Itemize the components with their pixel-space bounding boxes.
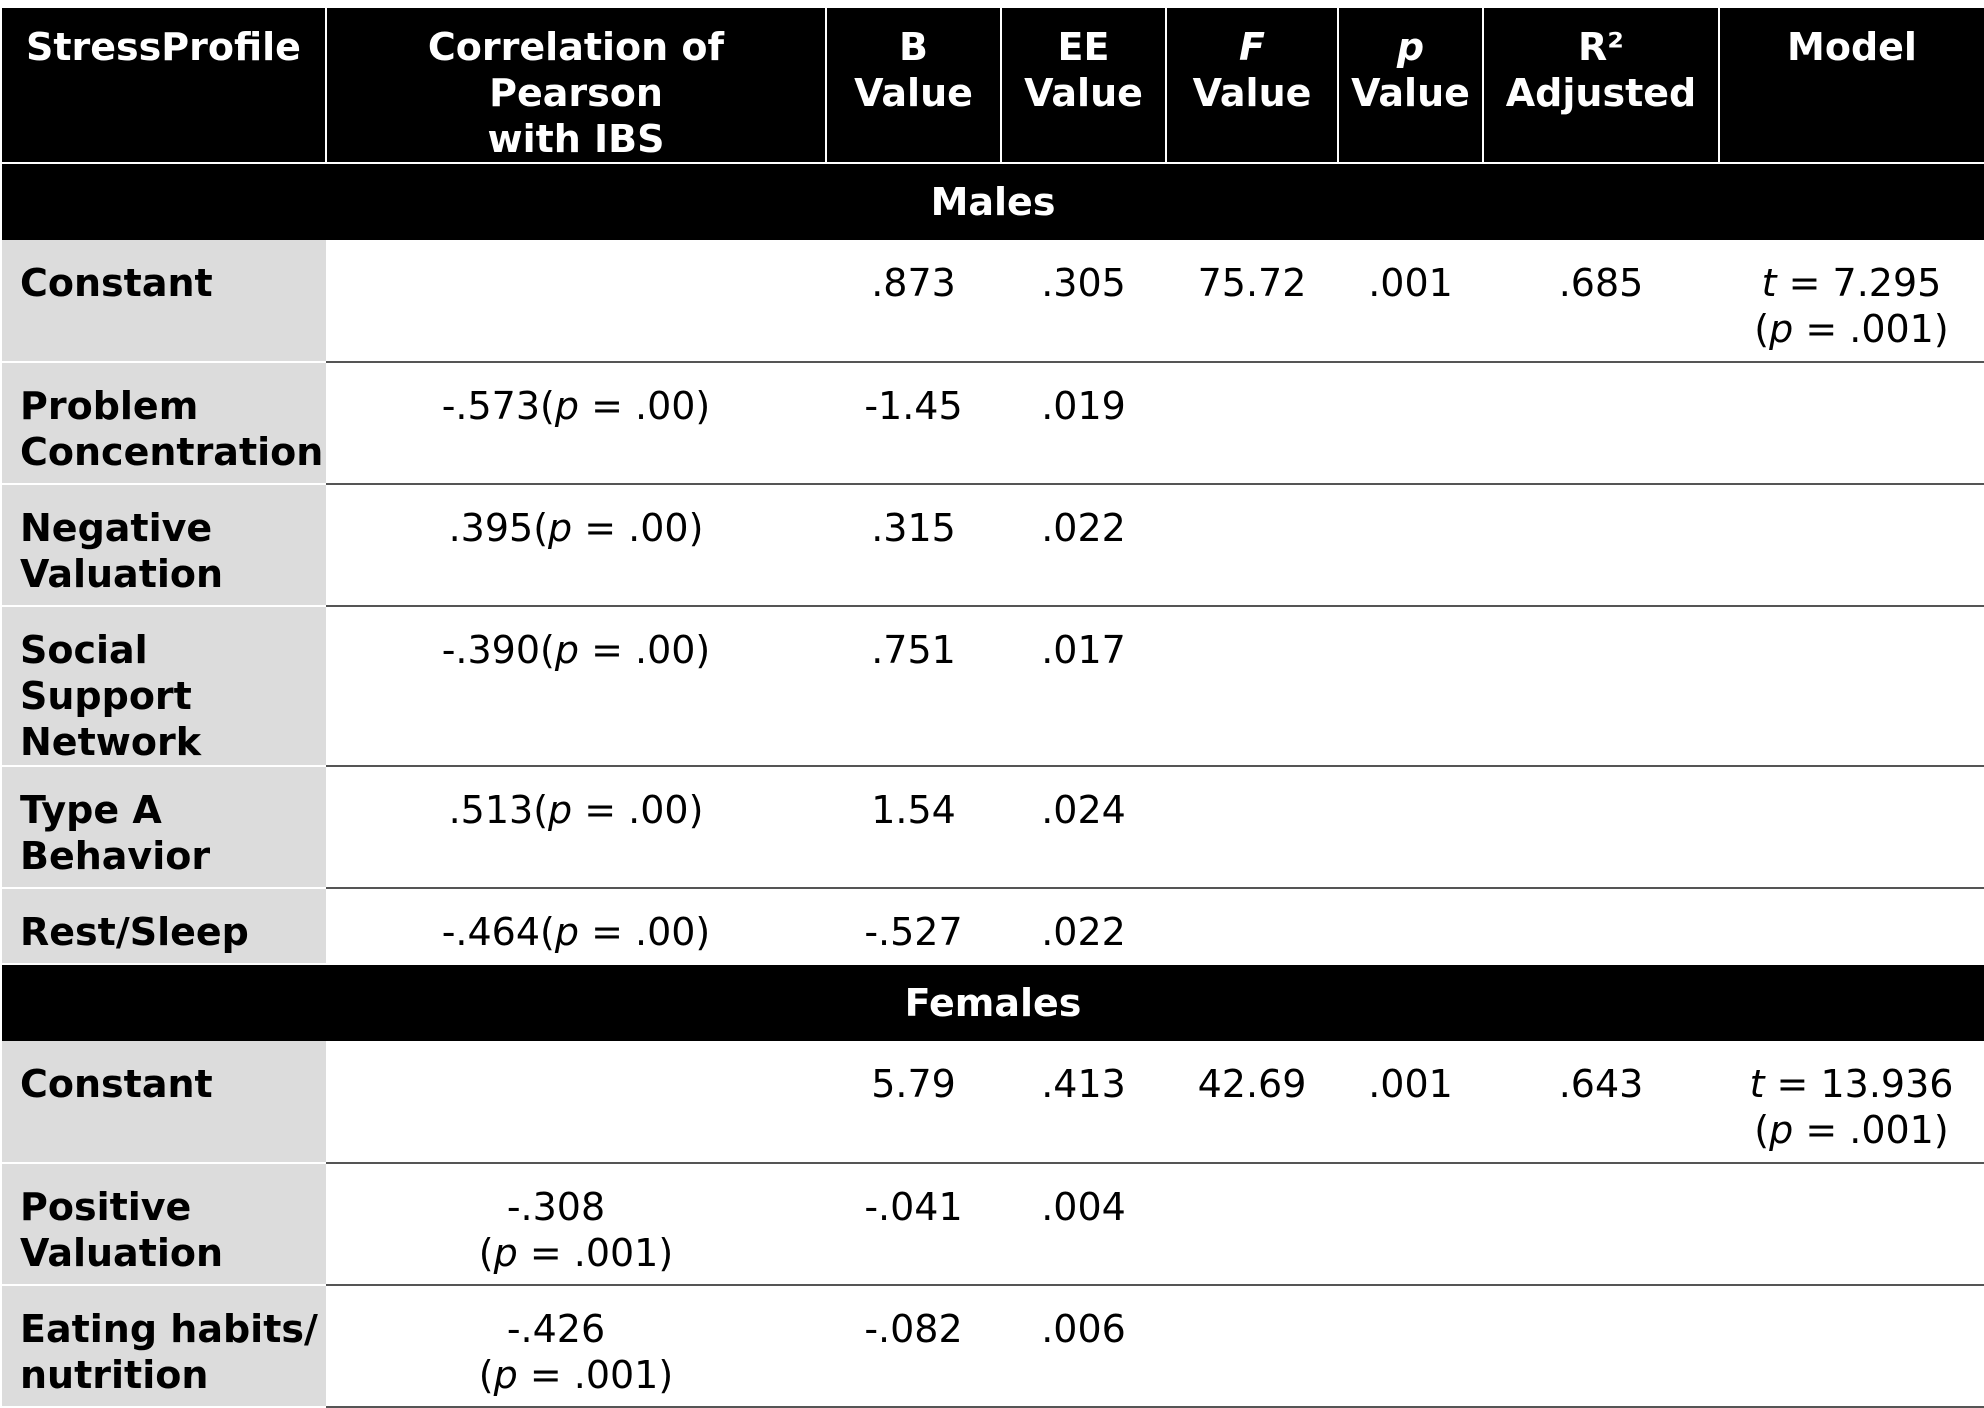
table-row bbox=[2, 362, 1984, 484]
header-stress-profile: StressProfile bbox=[2, 8, 326, 163]
row-label: Positive Valuation bbox=[2, 1163, 326, 1285]
header-r2-adjusted: R² Adjusted bbox=[1483, 8, 1719, 163]
table-row bbox=[2, 1163, 1984, 1285]
cell-ee: .022 bbox=[1001, 484, 1166, 606]
cell-ee: .413 bbox=[1001, 1041, 1166, 1163]
table-row bbox=[2, 888, 1984, 964]
cell-corr bbox=[326, 1041, 826, 1163]
header-model: Model bbox=[1719, 8, 1984, 163]
header-b-value: B Value bbox=[826, 8, 1001, 163]
cell-p: .001 bbox=[1338, 1041, 1483, 1163]
header-p-value: p Value bbox=[1338, 8, 1483, 163]
cell-ee: .024 bbox=[1001, 766, 1166, 888]
table-row bbox=[2, 240, 1984, 362]
section-title: Females bbox=[2, 964, 1984, 1041]
cell-corr bbox=[326, 240, 826, 362]
row-label: Problem Concentration bbox=[2, 362, 326, 484]
header-f-value: F Value bbox=[1166, 8, 1338, 163]
header-pearson: Correlation of Pearson with IBS bbox=[326, 8, 826, 163]
section-females bbox=[2, 964, 1984, 1041]
cell-b: .751 bbox=[826, 606, 1001, 766]
cell-model: t = 13.936 (p = .001) bbox=[1719, 1041, 1984, 1163]
cell-ee: .006 bbox=[1001, 1285, 1166, 1407]
cell-f: 42.69 bbox=[1166, 1041, 1338, 1163]
table-row bbox=[2, 766, 1984, 888]
cell-model: t = 7.295 (p = .001) bbox=[1719, 240, 1984, 362]
cell-b: -1.45 bbox=[826, 362, 1001, 484]
cell-corr: -.308 (p = .001) bbox=[326, 1163, 826, 1285]
cell-r2: .643 bbox=[1483, 1041, 1719, 1163]
cell-ee: .017 bbox=[1001, 606, 1166, 766]
cell-b: -.041 bbox=[826, 1163, 1001, 1285]
row-label: Type A Behavior bbox=[2, 766, 326, 888]
cell-f: 75.72 bbox=[1166, 240, 1338, 362]
row-label: Constant bbox=[2, 1041, 326, 1163]
table-row bbox=[2, 1285, 1984, 1407]
cell-ee: .004 bbox=[1001, 1163, 1166, 1285]
cell-r2: .685 bbox=[1483, 240, 1719, 362]
row-label: Eating habits/ nutrition bbox=[2, 1285, 326, 1407]
cell-b: 1.54 bbox=[826, 766, 1001, 888]
cell-corr: -.464(p = .00) bbox=[441, 910, 711, 954]
section-title: Males bbox=[2, 163, 1984, 240]
row-label: Social Support Network bbox=[2, 606, 326, 766]
cell-corr: -.426 (p = .001) bbox=[326, 1285, 826, 1407]
cell-b: .873 bbox=[826, 240, 1001, 362]
cell-b: -.082 bbox=[826, 1285, 1001, 1407]
cell-ee: .305 bbox=[1001, 240, 1166, 362]
row-label: Negative Valuation bbox=[2, 484, 326, 606]
cell-b: -.527 bbox=[864, 910, 963, 954]
cell-p: .001 bbox=[1338, 240, 1483, 362]
row-label: Rest/Sleep bbox=[2, 888, 326, 964]
cell-corr: .513(p = .00) bbox=[326, 766, 826, 888]
cell-ee: .019 bbox=[1001, 362, 1166, 484]
cell-corr: -.390(p = .00) bbox=[326, 606, 826, 766]
header-ee-value: EE Value bbox=[1001, 8, 1166, 163]
cell-corr: -.573(p = .00) bbox=[326, 362, 826, 484]
cell-b: .315 bbox=[826, 484, 1001, 606]
table-row bbox=[2, 1041, 1984, 1163]
cell-b: 5.79 bbox=[826, 1041, 1001, 1163]
table-row bbox=[2, 484, 1984, 606]
section-males bbox=[2, 163, 1984, 240]
table-row bbox=[2, 606, 1984, 766]
cell-corr: .395(p = .00) bbox=[326, 484, 826, 606]
regression-table bbox=[2, 8, 1984, 1408]
header-row bbox=[2, 8, 1984, 163]
row-label: Constant bbox=[2, 240, 326, 362]
cell-ee: .022 bbox=[1041, 910, 1126, 954]
